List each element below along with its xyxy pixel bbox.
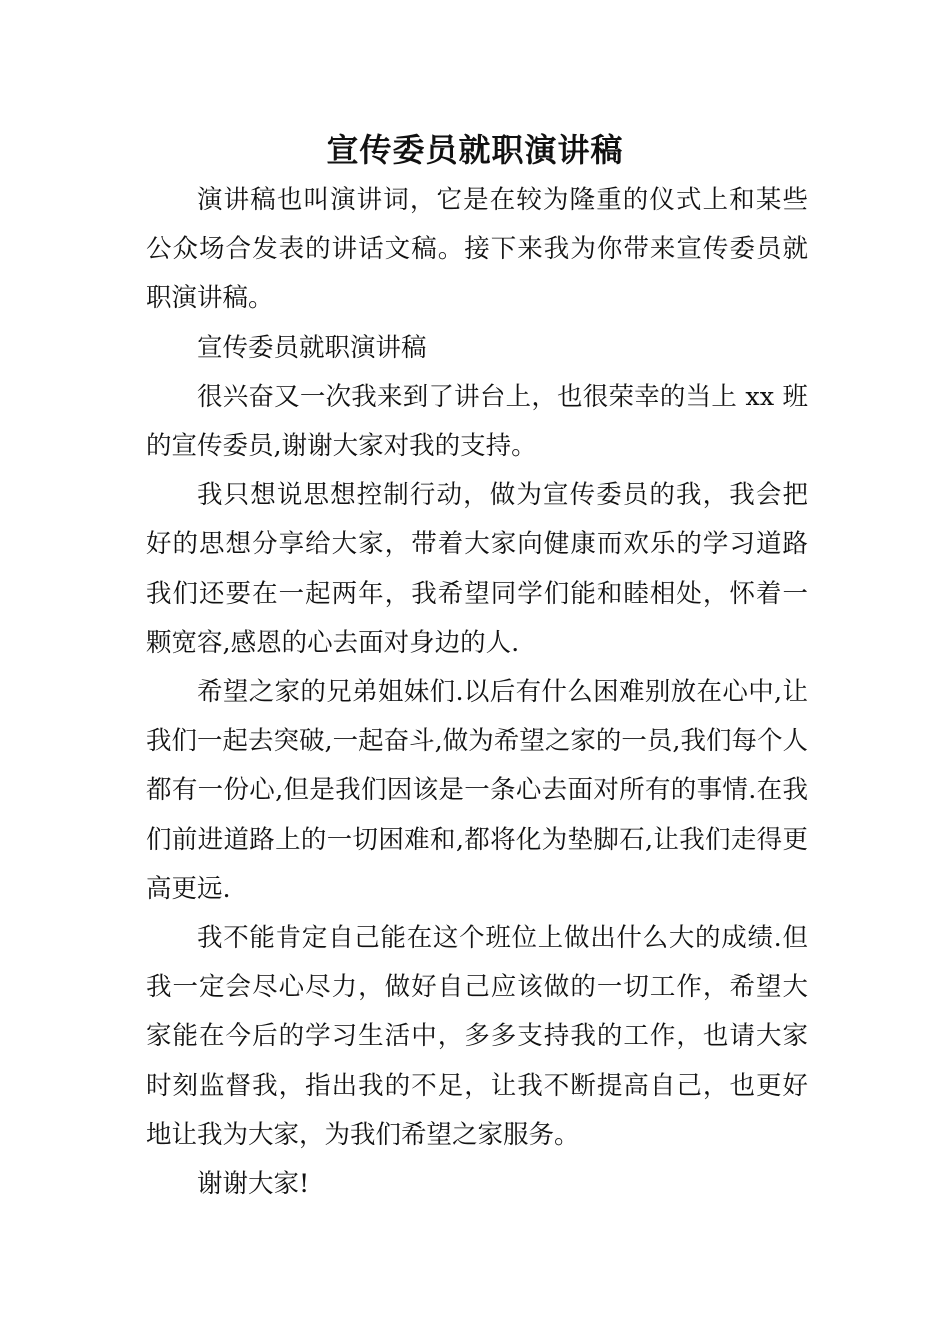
paragraph-hope-home: 希望之家的兄弟姐妹们.以后有什么困难别放在心中,让我们一起去突破,一起奋斗,做为希望之家的一员,我们每个人都有一份心,但是我们因该是一条心去面对所有的事情.在我们前进道路上的一切困难和,都将化为垫脚石,让我们走得更高更远. — [146, 677, 808, 904]
paragraph-opening: 很兴奋又一次我来到了讲台上，也很荣幸的当上 xx 班的宣传委员,谢谢大家对我的支持。 — [146, 381, 808, 462]
paragraph-thanks: 谢谢大家! — [197, 1169, 310, 1200]
paragraph-commitment: 我不能肯定自己能在这个班位上做出什么大的成绩.但我一定会尽心尽力，做好自己应该做的一切工作，希望大家能在今后的学习生活中，多多支持我的工作，也请大家时刻监督我，指出我的不足，让我不断提高自己，也更好地让我为大家，为我们希望之家服务。 — [146, 923, 808, 1150]
paragraph-subtitle: 宣传委员就职演讲稿 — [197, 332, 427, 363]
paragraph-intro: 演讲稿也叫演讲词，它是在较为隆重的仪式上和某些公众场合发表的讲话文稿。接下来我为你带来宣传委员就职演讲稿。 — [146, 185, 808, 314]
document-title: 宣传委员就职演讲稿 — [326, 131, 624, 169]
paragraph-thoughts: 我只想说思想控制行动，做为宣传委员的我，我会把好的思想分享给大家，带着大家向健康而欢乐的学习道路我们还要在一起两年，我希望同学们能和睦相处，怀着一颗宽容,感恩的心去面对身边的人. — [146, 480, 808, 658]
document-body — [146, 176, 808, 1209]
